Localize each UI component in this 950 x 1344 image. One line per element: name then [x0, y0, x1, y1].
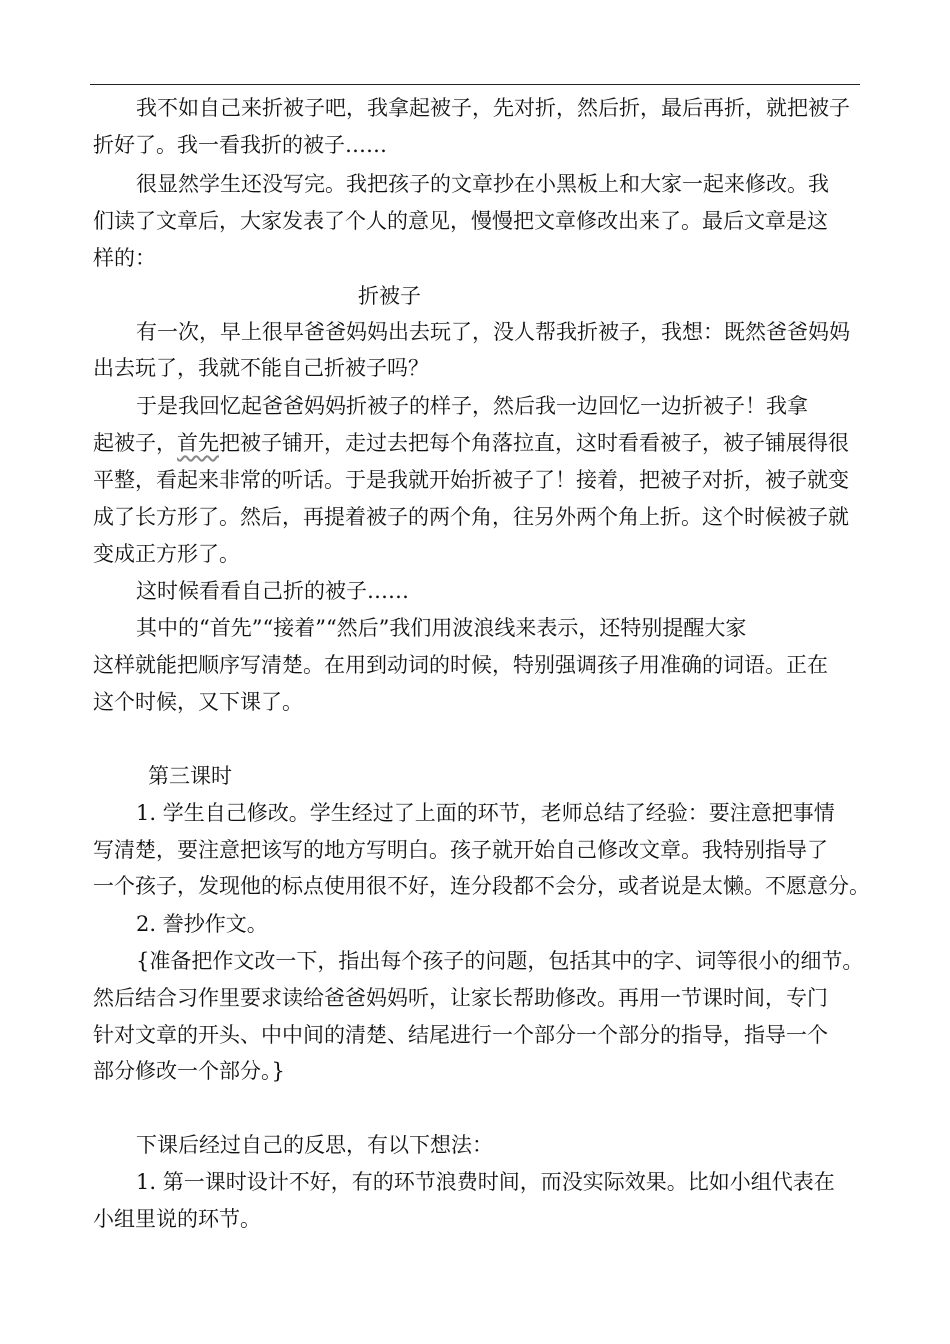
wavy-underlined-word: 首先	[177, 431, 219, 455]
text-line: 部分修改一个部分。}	[93, 1059, 285, 1083]
essay-title: 折被子	[358, 284, 421, 308]
text-line: 小组里说的环节。	[93, 1207, 261, 1231]
text-line: 1. 第一课时设计不好，有的环节浪费时间，而没实际效果。比如小组代表在	[136, 1170, 835, 1194]
text-line: 平整，看起来非常的听话。于是我就开始折被子了！接着，把被子对折，被子就变	[93, 468, 849, 492]
text-line: 其中的“首先”“接着”“然后”我们用波浪线来表示，还特别提醒大家	[136, 616, 747, 640]
text-line: 于是我回忆起爸爸妈妈折被子的样子，然后我一边回忆一边折被子！我拿	[136, 394, 808, 418]
section-heading: 第三课时	[148, 764, 232, 788]
text-line: 出去玩了，我就不能自己折被子吗？	[93, 356, 429, 380]
text-line: 写清楚，要注意把该写的地方写明白。孩子就开始自己修改文章。我特别指导了	[93, 838, 828, 862]
text-line: 有一次，早上很早爸爸妈妈出去玩了，没人帮我折被子，我想：既然爸爸妈妈	[136, 320, 850, 344]
text-line: 变成正方形了。	[93, 542, 240, 566]
text-line: 1. 学生自己修改。学生经过了上面的环节，老师总结了经验：要注意把事情	[136, 801, 835, 825]
text-line: {准备把作文改一下，指出每个孩子的问题，包括其中的字、词等很小的细节。	[136, 949, 864, 973]
text-line: 我不如自己来折被子吧，我拿起被子，先对折，然后折，最后再折，就把被子	[136, 96, 850, 120]
text-line: 一个孩子，发现他的标点使用很不好，连分段都不会分，或者说是太懒。不愿意分。	[93, 874, 870, 898]
text-line	[93, 429, 950, 457]
text-line: 折好了。我一看我折的被子……	[93, 133, 387, 157]
text-line: 样的：	[93, 246, 156, 270]
text-line: 这个时候，又下课了。	[93, 690, 303, 714]
text-segment: 起被子，	[93, 431, 177, 455]
text-line: 针对文章的开头、中中间的清楚、结尾进行一个部分一个部分的指导，指导一个	[93, 1023, 828, 1047]
text-line: 2. 誊抄作文。	[136, 912, 268, 936]
text-line: 很显然学生还没写完。我把孩子的文章抄在小黑板上和大家一起来修改。我	[136, 172, 829, 196]
text-segment: 把被子铺开，走过去把每个角落拉直，这时看看被子，被子铺展得很	[219, 431, 849, 455]
text-line: 这时候看看自己折的被子……	[136, 579, 409, 603]
text-line: 下课后经过自己的反思，有以下想法：	[136, 1133, 493, 1157]
text-line: 这样就能把顺序写清楚。在用到动词的时候，特别强调孩子用准确的词语。正在	[93, 653, 828, 677]
text-line: 们读了文章后，大家发表了个人的意见，慢慢把文章修改出来了。最后文章是这	[93, 209, 828, 233]
text-line: 成了长方形了。然后，再提着被子的两个角，往另外两个角上折。这个时候被子就	[93, 505, 849, 529]
header-rule	[90, 84, 860, 85]
text-line: 然后结合习作里要求读给爸爸妈妈听，让家长帮助修改。再用一节课时间，专门	[93, 986, 828, 1010]
